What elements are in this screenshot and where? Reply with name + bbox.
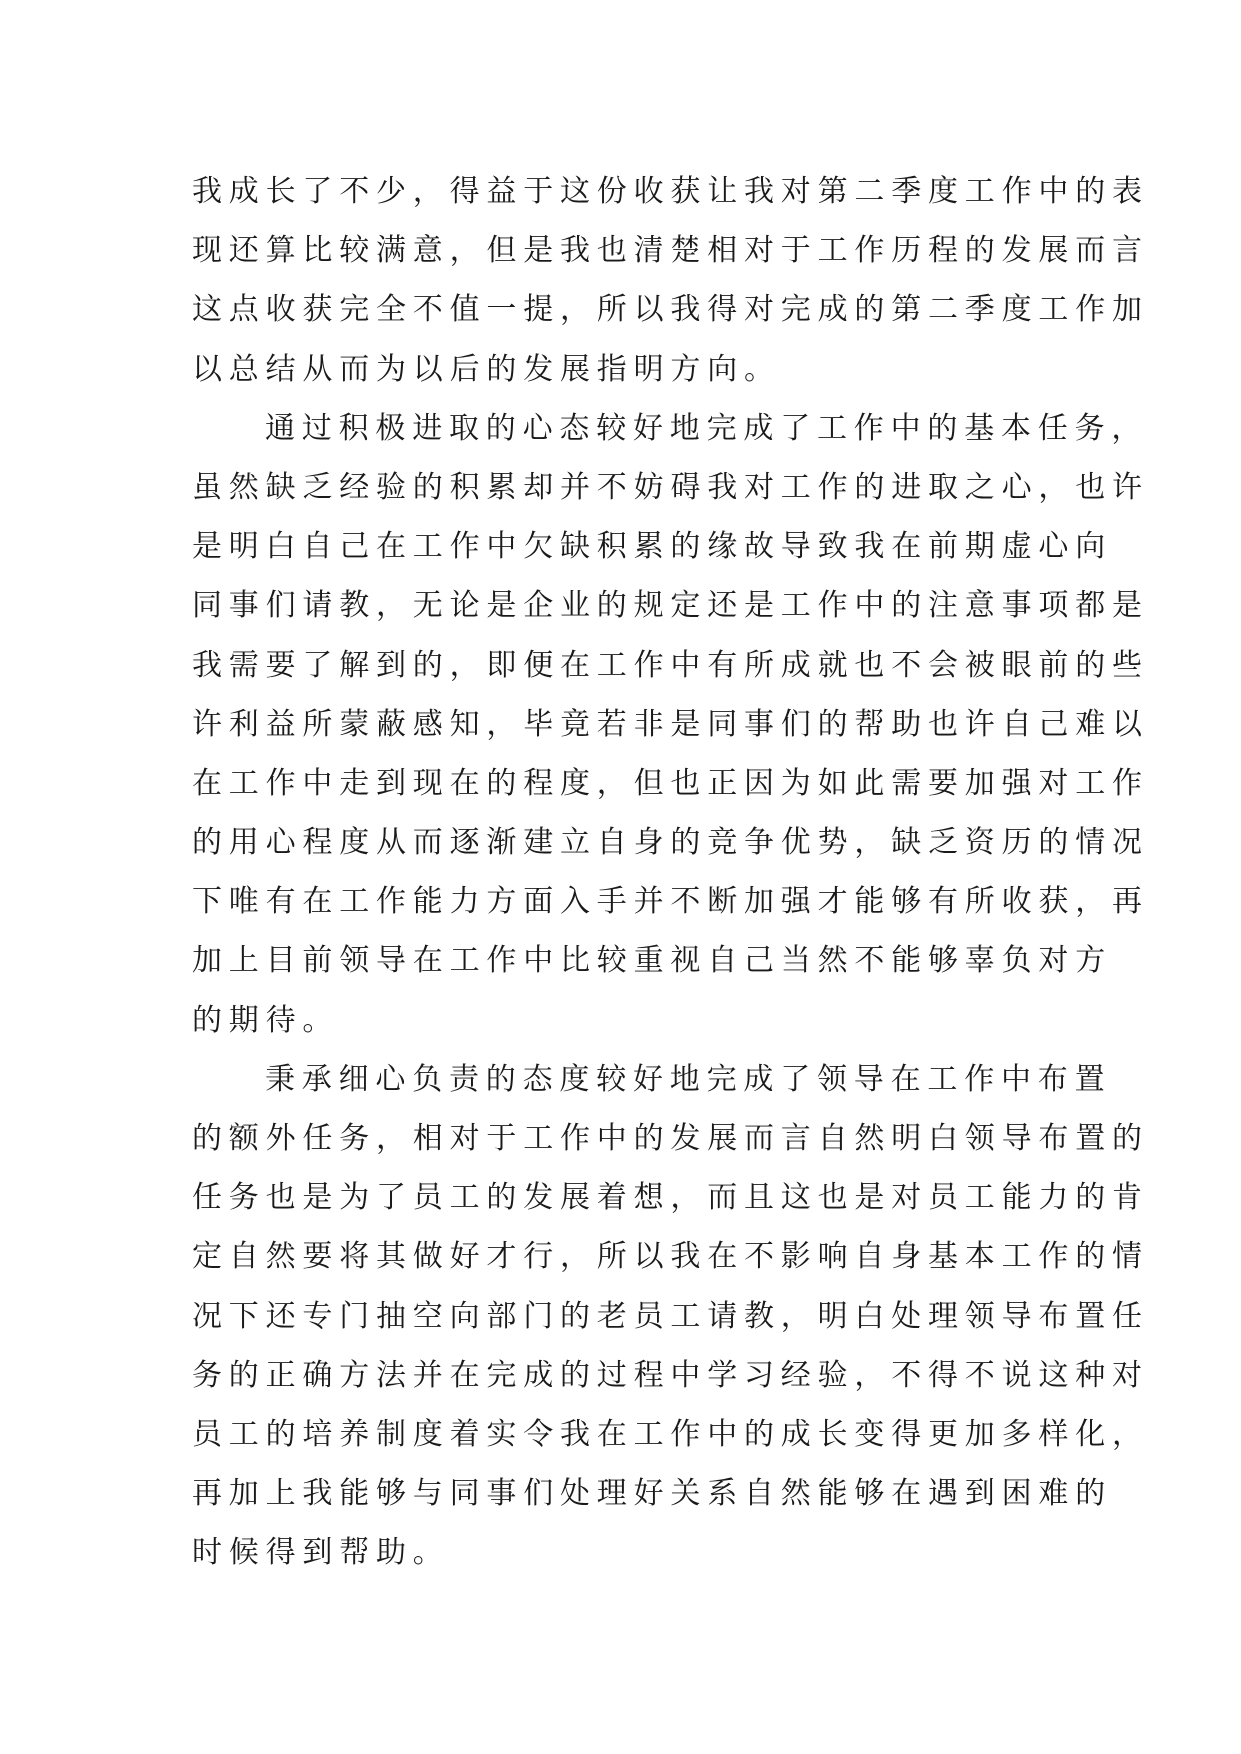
paragraph-3-line: 员工的培养制度着实令我在工作中的成长变得更加多样化， bbox=[192, 1416, 1149, 1452]
document-body bbox=[192, 162, 1149, 1583]
paragraph-3-line: 任务也是为了员工的发展着想，而且这也是对员工能力的肯 bbox=[192, 1180, 1149, 1216]
paragraph-3-first-line: 秉承细心负责的态度较好地完成了领导在工作中布置 bbox=[265, 1061, 1112, 1097]
paragraph-2-first-line: 通过积极进取的心态较好地完成了工作中的基本任务， bbox=[265, 410, 1149, 446]
paragraph-1-line: 现还算比较满意，但是我也清楚相对于工作历程的发展而言 bbox=[192, 233, 1149, 269]
paragraph-3-line: 定自然要将其做好才行，所以我在不影响自身基本工作的情 bbox=[192, 1239, 1149, 1275]
paragraph-3-line: 务的正确方法并在完成的过程中学习经验，不得不说这种对 bbox=[192, 1357, 1149, 1393]
paragraph-2-line: 在工作中走到现在的程度，但也正因为如此需要加强对工作 bbox=[192, 765, 1149, 801]
paragraph-2-line: 同事们请教，无论是企业的规定还是工作中的注意事项都是 bbox=[192, 588, 1149, 624]
paragraph-2-line: 我需要了解到的，即便在工作中有所成就也不会被眼前的些 bbox=[192, 647, 1149, 683]
paragraph-3-line: 再加上我能够与同事们处理好关系自然能够在遇到困难的 bbox=[192, 1476, 1112, 1512]
paragraph-3-line: 的额外任务，相对于工作中的发展而言自然明白领导布置的 bbox=[192, 1121, 1149, 1156]
paragraph-2-line: 许利益所蒙蔽感知，毕竟若非是同事们的帮助也许自己难以 bbox=[192, 706, 1149, 742]
paragraph-2-line: 的期待。 bbox=[192, 1002, 340, 1038]
paragraph-2-line: 是明白自己在工作中欠缺积累的缘故导致我在前期虚心向 bbox=[192, 529, 1112, 565]
paragraph-2-line: 的用心程度从而逐渐建立自身的竞争优势，缺乏资历的情况 bbox=[192, 825, 1149, 861]
paragraph-3-line: 时候得到帮助。 bbox=[192, 1535, 450, 1571]
paragraph-1-line: 我成长了不少，得益于这份收获让我对第二季度工作中的表 bbox=[192, 174, 1149, 209]
paragraph-3-line: 况下还专门抽空向部门的老员工请教，明白处理领导布置任 bbox=[192, 1298, 1149, 1334]
paragraph-2-line: 下唯有在工作能力方面入手并不断加强才能够有所收获，再 bbox=[192, 884, 1149, 920]
paragraph-2-line: 加上目前领导在工作中比较重视自己当然不能够辜负对方 bbox=[192, 943, 1112, 979]
paragraph-1-line: 以总结从而为以后的发展指明方向。 bbox=[192, 351, 781, 387]
paragraph-1-line: 这点收获完全不值一提，所以我得对完成的第二季度工作加 bbox=[192, 292, 1149, 328]
paragraph-2-line: 虽然缺乏经验的积累却并不妨碍我对工作的进取之心，也许 bbox=[192, 469, 1149, 505]
